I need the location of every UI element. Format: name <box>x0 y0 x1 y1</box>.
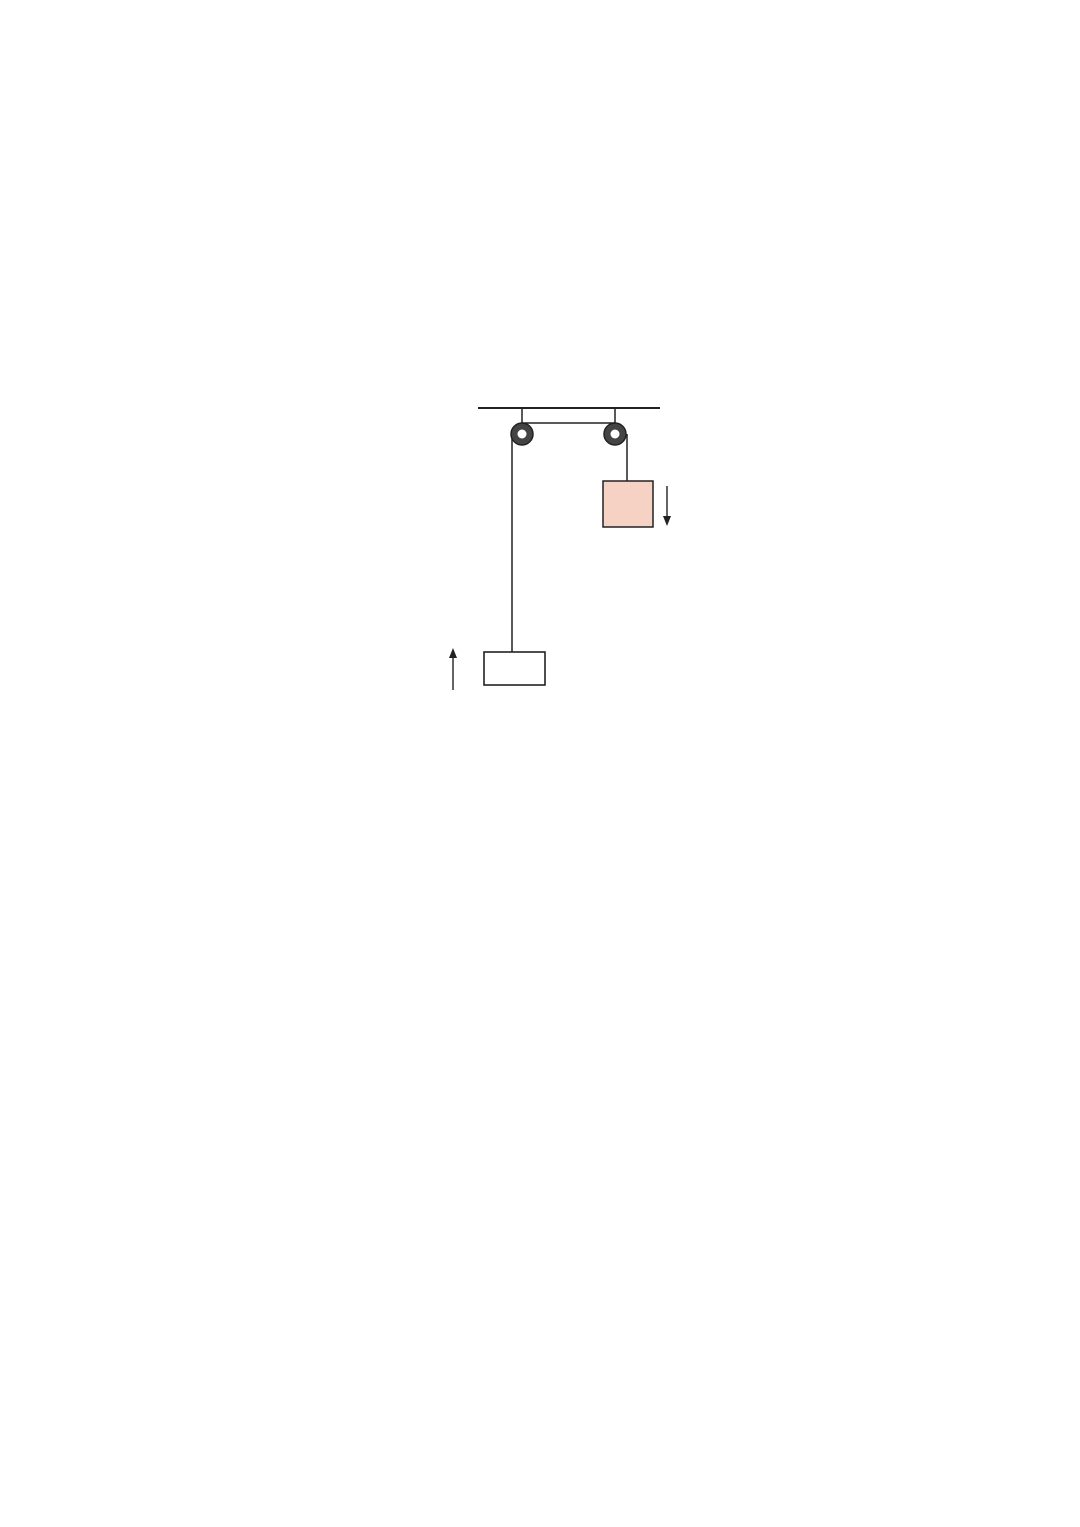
pulley-right-icon <box>604 423 626 445</box>
cargo-down-arrow-icon <box>663 486 671 526</box>
damper-diagram <box>0 392 1080 712</box>
cargo-box <box>603 481 653 527</box>
wire-frame <box>484 652 545 685</box>
pulley-left-icon <box>511 423 533 445</box>
frame-up-arrow-icon <box>449 648 457 690</box>
